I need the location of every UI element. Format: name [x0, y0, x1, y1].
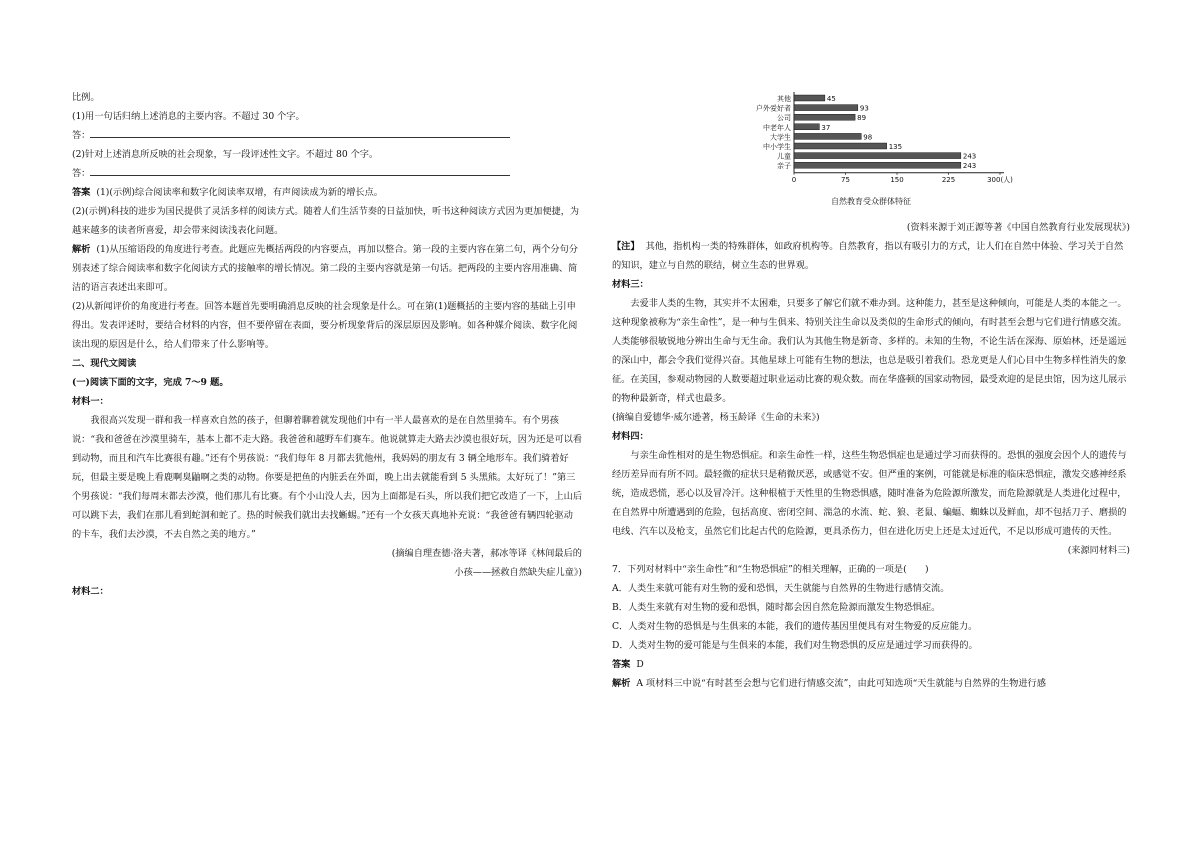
chart-category-label: 其他	[777, 95, 791, 103]
analysis-1-text: (1)从压缩语段的角度进行考查。此题应先概括两段的内容要点，再加以整合。第一段的主要内容在第二句，两个分句分别表述了综合阅读率和数字化阅读方式的接触率的增长情况。第二段的主要内容就是第一句话。把两段的主要内容用准确、简洁的语言表述出来即可。	[72, 244, 578, 293]
material-4-text: 与亲生命性相对的是生物恐惧症。和亲生命性一样，这些生物恐惧症也是通过学习而获得的。恐惧的强度会因个人的遗传与经历差异而有所不同。最轻微的症状只是稍微厌恶，或感觉不安。但严重的案例，可能就是标准的临床恐惧症，激发交感神经系统，造成恐慌，恶心以及冒冷汗。这种根植于天性里的生物恐惧感，随时准备为危险源所激发，而危险源就是人类进化过程中，在自然界中所遭遇到的危险，包括高度、密闭空间、湍急的水流、蛇、狼、老鼠、蝙蝠、蜘蛛以及鲜血，却不包括刀子、磨损的电线、汽车以及枪支，虽然它们比起古代的危险源，更具杀伤力，但在进化历史上还是太过近代，不足以形成可遗传的天性。	[612, 450, 1127, 537]
chart-bar	[794, 114, 855, 120]
note-text: 其他，指机构一类的特殊群体，如政府机构等。自然教育，指以有吸引力的方式，让人们在自然中体验、学习关于自然的知识，建立与自然的联结，树立生态的世界观。	[612, 241, 1124, 271]
bar-chart-svg	[612, 88, 1130, 206]
chart-x-tick-label: 75	[841, 175, 850, 184]
chart-bar	[794, 124, 819, 130]
material-1-source-line1: (摘编自理查德·洛夫著，郝冰等译《林间最后的	[391, 548, 582, 559]
answer-line-label: 答：	[72, 168, 91, 179]
answer-line-label: 答：	[72, 130, 91, 141]
chart-category-label: 儿童	[777, 152, 791, 161]
left-column	[72, 88, 582, 601]
analysis-1	[72, 240, 582, 297]
material-3-source: (摘编自爱德华·威尔逊著，杨玉龄译《生命的未来》)	[612, 412, 820, 423]
right-column	[612, 88, 1130, 693]
answer-blank-1[interactable]	[90, 127, 510, 138]
chart-bar	[794, 95, 825, 101]
chart-bar	[794, 162, 961, 168]
note	[612, 237, 1130, 275]
material-3-label: 材料三：	[612, 279, 649, 290]
answer-2: (2)(示例)科技的进步为国民提供了灵活多样的阅读方式。随着人们生活节奏的日益加快，听书这种阅读方式因为更加便捷，为越来越多的读者所喜爱，却会带来阅读浅表化问题。	[72, 206, 580, 236]
answer-label: 答案	[72, 187, 91, 198]
material-1-source-line2: 小孩——拯救自然缺失症儿童》)	[454, 567, 582, 578]
chart-category-label: 中小学生	[763, 143, 791, 151]
question-7: 7．下列对材料中“亲生命性”和“生物恐惧症”的相关理解，正确的一项是( )	[612, 564, 929, 575]
material-2-label: 材料二：	[72, 586, 109, 597]
chart-value-label: 243	[962, 162, 977, 171]
intro-line: 比例。	[72, 92, 100, 103]
material-4-label: 材料四：	[612, 431, 649, 442]
analysis-7	[612, 674, 1130, 693]
chart-x-tick-label: 300(人)	[987, 175, 1013, 184]
answer-line-2	[72, 164, 582, 183]
answer-label: 答案	[612, 659, 631, 670]
analysis-2: (2)从新闻评价的角度进行考查。回答本题首先要明确消息反映的社会现象是什么。可在第(1)题概括的主要内容的基础上引申得出。发表评述时，要结合材料的内容，但不要停留在表面，要分析现象背后的深层原因及影响。如各种媒介阅读、数字化阅读出现的原因是什么，给人们带来了什么影响等。	[72, 301, 578, 350]
analysis-7-text: A 项材料三中说“有时甚至会想与它们进行情感交流”，由此可知选项“天生就能与自然界的生物进行感	[636, 678, 1046, 689]
chart-x-tick-label: 0	[791, 175, 797, 184]
chart-category-label: 户外爱好者	[756, 104, 791, 113]
option-b[interactable]: B．人类生来就有对生物的爱和恐惧，随时都会因自然危险源而激发生物恐惧症。	[612, 602, 941, 613]
answer-7	[612, 655, 1130, 674]
answer-1-text: (1)(示例)综合阅读率和数字化阅读率双增，有声阅读成为新的增长点。	[96, 187, 383, 198]
chart-value-label: 93	[859, 104, 869, 113]
material-1-text: 我很高兴发现一群和我一样喜欢自然的孩子，但聊着聊着就发现他们中有一半人最喜欢的是在自然里骑车。有个男孩说：“我和爸爸在沙漠里骑车，基本上都不走大路。我爸爸和越野车们赛车。他说就算走大路去沙漠也很好玩，因为还是可以看到动物，而且和汽车比赛很有趣。”还有个男孩说：“我们每年 8 月都去犹他州，我妈妈的朋友有 3 辆全地形车。我们骑着好玩，但最主要是晚上看鹿啊臭鼬啊之类的动物。你要是把鱼的内脏丢在外面，晚上出去就能看到 5 头黑熊。太好玩了！”第三个男孩说：“我们每周末都去沙漠，他们那儿有比赛。有个小山没人去，因为上面都是石头，所以我们把它改造了一下，上山后可以跳下去，我们在那儿看到蛇洞和蛇了。热的时候我们就出去找蜥蜴。”还有一个女孩天真地补充说：“我爸爸有辆四轮驱动的卡车，我们去沙漠，不去自然之美的地方。”	[72, 415, 583, 540]
analysis-label: 解析	[72, 244, 91, 255]
chart-bar	[794, 133, 861, 139]
chart-bar	[794, 105, 858, 111]
question-2: (2)针对上述消息所反映的社会现象，写一段评述性文字。不超过 80 个字。	[72, 149, 379, 160]
section-heading: 二、现代文阅读	[72, 358, 137, 369]
chart-source: (资料来源于刘正源等著《中国自然教育行业发展现状》)	[906, 222, 1130, 233]
chart-category-label: 亲子	[777, 162, 791, 171]
material-4-source: (来源同材料三)	[1067, 545, 1130, 556]
chart-bar	[794, 143, 887, 149]
chart-bar	[794, 153, 961, 159]
chart-category-label: 公司	[777, 114, 791, 123]
answer-7-text: D	[636, 659, 644, 670]
answer-blank-2[interactable]	[90, 165, 510, 176]
chart-x-tick-label: 225	[941, 175, 956, 184]
chart-category-label: 大学生	[770, 133, 791, 142]
analysis-label: 解析	[612, 678, 631, 689]
chart-value-label: 135	[888, 143, 903, 151]
option-d[interactable]: D．人类对生物的爱可能是与生俱来的本能，我们对生物恐惧的反应是通过学习而获得的。	[612, 640, 978, 651]
option-c[interactable]: C．人类对生物的恐惧是与生俱来的本能，我们的遗传基因里便具有对生物爱的反应能力。	[612, 621, 978, 632]
question-1: (1)用一句话归纳上述消息的主要内容。不超过 30 个字。	[72, 111, 305, 122]
chart-caption: 自然教育受众群体特征	[831, 197, 911, 206]
material-1-label: 材料一：	[72, 396, 109, 407]
answer-line-1	[72, 126, 582, 145]
note-label: 【注】	[612, 241, 640, 252]
chart-value-label: 45	[826, 95, 836, 103]
option-a[interactable]: A．人类生来就可能有对生物的爱和恐惧，天生就能与自然界的生物进行感情交流。	[612, 583, 950, 594]
chart-value-label: 37	[821, 123, 831, 132]
chart-value-label: 243	[962, 152, 977, 161]
chart-value-label: 89	[857, 114, 867, 123]
material-3-text: 去爱非人类的生物，其实并不太困难，只要多了解它们就不难办到。这种能力，甚至是这种倾向，可能是人类的本能之一。这种现象被称为“亲生命性”，是一种与生俱来、特别关注生命以及类似的生命形式的倾向，有时甚至会想与它们进行情感交流。人类能够很敏锐地分辨出生命与无生命。我们认为其他生物是新奇、多样的。未知的生物，不论生活在深海、原始林，还是遥远的深山中，都会令我们觉得兴奋。其他星球上可能有生物的想法，也总是吸引着我们。恐龙更是人们心目中生物多样性消失的象征。在美国，参观动物园的人数要超过职业运动比赛的观众数。而在华盛顿的国家动物园，最受欢迎的是昆虫馆，因为这儿展示的物种最新奇，样式也最多。	[612, 298, 1127, 404]
chart-value-label: 98	[863, 133, 873, 142]
chart-x-tick-label: 150	[890, 175, 904, 184]
chart-category-label: 中老年人	[763, 123, 791, 132]
answer-1	[72, 183, 582, 202]
bar-chart	[612, 88, 1130, 238]
subsection-heading: (一)阅读下面的文字，完成 7～9 题。	[72, 377, 229, 388]
